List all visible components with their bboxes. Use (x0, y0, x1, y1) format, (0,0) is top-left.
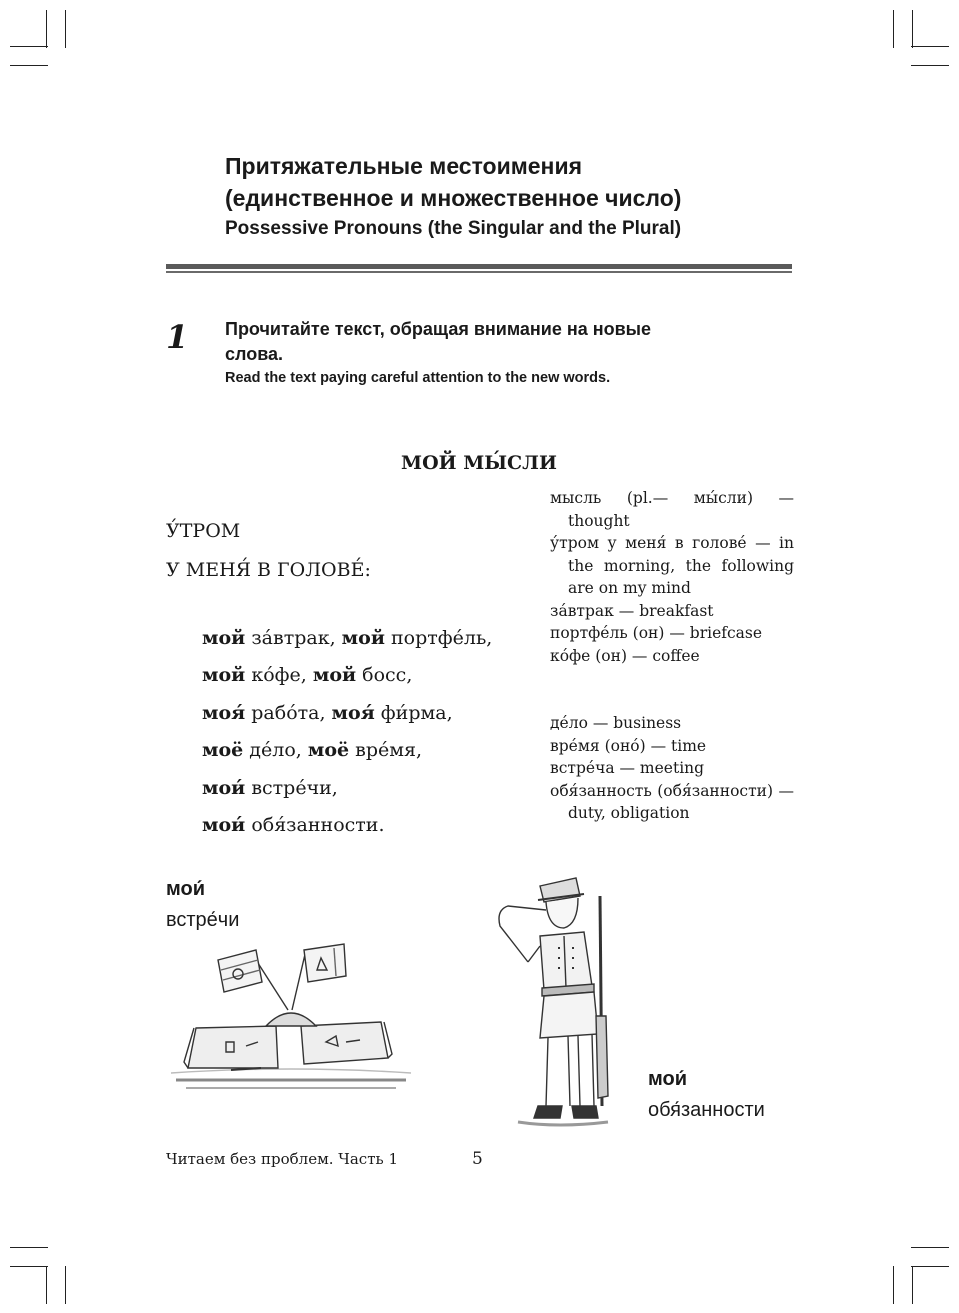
noun: портфе́ль, (384, 627, 493, 649)
glossary-entry: мысль (pl.— мы́сли) — thought (550, 489, 794, 530)
noun: встре́чи, (245, 777, 338, 799)
poem-line (202, 664, 412, 686)
glossary-entry: портфе́ль (он) — briefcase (550, 624, 763, 642)
saluting-soldier-illustration (488, 866, 618, 1131)
caption-left-noun: встре́чи (166, 909, 240, 931)
crop-mark (10, 1247, 48, 1248)
meeting-table-illustration (166, 930, 416, 1110)
possessive-pronoun: мой (312, 664, 357, 686)
crop-mark (46, 1266, 47, 1304)
poem-line (202, 702, 453, 724)
chapter-title-english: Possessive Pronouns (the Singular and the Plural) (225, 218, 682, 239)
possessive-pronoun: моё (307, 739, 350, 761)
heading-rule (166, 264, 792, 269)
crop-mark (65, 1266, 66, 1304)
crop-mark (911, 46, 949, 47)
poem-line (202, 739, 422, 761)
possessive-pronoun: мой (341, 627, 385, 649)
crop-mark (912, 10, 913, 48)
possessive-pronoun: мой (202, 664, 246, 686)
noun: де́ло, (243, 739, 308, 761)
crop-mark (46, 10, 47, 48)
possessive-pronoun: мои́ (202, 777, 246, 799)
poem-line (202, 627, 492, 649)
possessive-pronoun: моя́ (331, 702, 375, 724)
exercise-task-english: Read the text paying careful attention to the new words. (225, 370, 611, 386)
glossary-entry: ко́фе (он) — coffee (550, 646, 700, 665)
noun: обя́занности. (245, 814, 385, 836)
glossary-entry: де́ло — business (550, 714, 682, 732)
glossary-entry: у́тром у меня́ в голове́ — in the morning, the following are on my mind (550, 534, 794, 597)
possessive-pronoun: мой (202, 627, 246, 649)
possessive-pronoun: моя́ (202, 702, 246, 724)
crop-mark (65, 10, 66, 48)
exercise-task-line1: Прочитайте текст, обращая внимание на новые (225, 319, 652, 339)
poem-line (202, 777, 338, 799)
chapter-title-line2: (единственное и множественное число) (225, 185, 682, 211)
footer-book-title: Читаем без проблем. Часть 1 (166, 1150, 398, 1168)
exercise-task (225, 317, 785, 367)
crop-mark (911, 1247, 949, 1248)
glossary-entry: встре́ча — meeting (550, 759, 705, 777)
caption-right-noun: обя́занности (648, 1099, 765, 1121)
crop-mark (912, 1266, 913, 1304)
noun: рабо́та, (245, 702, 332, 724)
crop-mark (893, 1266, 894, 1304)
crop-mark (911, 1266, 949, 1267)
caption-left-pronoun: мои́ (166, 878, 206, 900)
noun: фи́рма, (374, 702, 453, 724)
crop-mark (10, 46, 48, 47)
noun: босс, (356, 664, 413, 686)
possessive-pronoun: мои́ (202, 814, 246, 836)
noun: вре́мя, (349, 739, 423, 761)
glossary-entry: за́втрак — breakfast (550, 601, 714, 620)
exercise-task-line2: слова. (225, 344, 284, 364)
glossary-bottom (550, 712, 794, 825)
exercise-number: 1 (166, 318, 189, 356)
crop-mark (10, 65, 48, 66)
crop-mark (911, 65, 949, 66)
text-title: МОЙ МЫ́СЛИ (401, 452, 557, 474)
caption-right-pronoun: мои́ (648, 1068, 688, 1090)
chapter-title (225, 150, 825, 214)
noun: ко́фе, (245, 664, 313, 686)
noun: за́втрак, (245, 627, 342, 649)
crop-mark (893, 10, 894, 48)
poem-line (202, 814, 385, 836)
intro-line: У́ТРОМ (166, 520, 241, 542)
heading-rule-thin (166, 271, 792, 273)
crop-mark (10, 1266, 48, 1267)
possessive-pronoun: моё (202, 739, 244, 761)
chapter-title-line1: Притяжательные местоимения (225, 153, 583, 179)
glossary-top (550, 487, 794, 667)
intro-line: У МЕНЯ́ В ГОЛОВЕ́: (166, 559, 371, 581)
glossary-entry: вре́мя (оно́) — time (550, 736, 707, 755)
glossary-entry: обя́занность (обя́занности) — duty, obligation (550, 781, 794, 822)
page-number: 5 (472, 1149, 483, 1169)
